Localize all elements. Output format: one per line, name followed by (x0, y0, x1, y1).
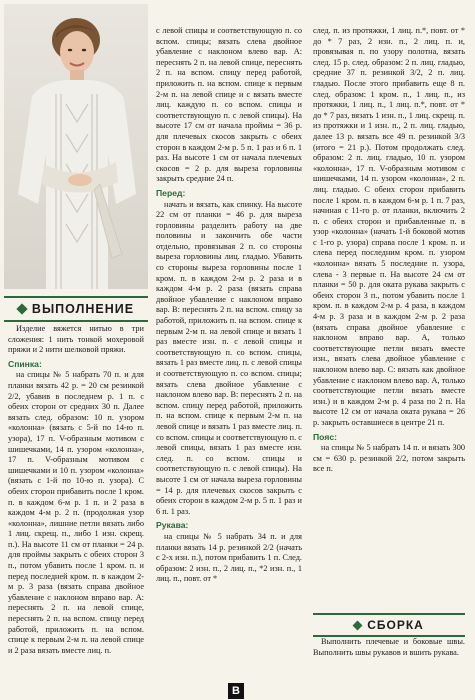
model-photo (4, 4, 148, 289)
diamond-bullet-icon (16, 303, 27, 314)
spinka-continued-text: с левой спицы и соответствующую п. со вспом. спицы; вязать слева двойное убавление с наклоном влево вар. А: переснять 2 п. на левой спице, переснять 2 п. на вспом. спицу перед работой, приложить п. на вспом. спице к первым 2-м п. на левой спице и с вязать вместе лиц. каждую п. со вспом. спицы и соответствующую п. с левой спицы). На высоте 17 см от начала проймы = 36 р. для плечевых скосов закрыть с обеих сторон в каждом 2-м р. 5 п. 1 раз и 6 п. 1 раз. На высоте 1 см от начала плечевых скосов = 2 р. для выреза горловины закрыть средние 24 п. (156, 26, 302, 184)
poyas-text: на спицы № 5 набрать 14 п. и вязать 300 см = 630 р. резинкой 2/2, потом закрыть все п. (313, 443, 465, 474)
spinka-heading: Спинка: (8, 358, 42, 369)
sborka-title: СБОРКА (367, 618, 424, 632)
sborka-text-block (313, 637, 465, 658)
model-photo-illustration (4, 4, 148, 289)
spinka-text: на спицы № 5 набрать 70 п. и для планки вязать 42 р. = 20 см резинкой 2/2, убавив в последнем р. 1 п. с обеих сторон от средних 30 п. Далее вязать след. образом: 10 п. узором «колонна» (вязать с 5-й по 14-ю п. узора), 17 п. V-образным мотивом с шишечками, 14 п. узором «колонна», 17 п. V-образным мотивом с шишечками и 10 п. узором «колонна» (вязать с 1-й по 10-ю п. узора). С обеих сторон прибавить после 1 кром. п. в каждом 6-м р. 1 п. и 2 раза в каждом 4-м р. 2 п. (продолжая узор «колонна», лишние петли вязать либо 1 лиц. скрещ. п., либо 1 изн. скрещ. п.). На высоте 11 см от планки = 24 р. для проймы закрыть с обеих сторон 3 п., потом убавить после 1 кром. п. и перед последней кром. п. в каждом 2-м р. 3 раза (вязать справа двойное убавление с наклоном вправо вар. А: переснять 2 п. на левой спице, переснять 2 п. на вспом. спицу перед работой, приложить п. на вспом. спице к первым 2-м п. на левой спице и 2 раза вязать вместе лиц. п. (8, 370, 144, 655)
intro-paragraph: Изделие вяжется нитью в три сложения: 1 нить тонкой мохеровой пряжи и 2 нити шелковой пряжи. (8, 324, 144, 355)
diamond-bullet-icon (353, 620, 363, 630)
column-2 (156, 26, 302, 585)
section-title: ВЫПОЛНЕНИЕ (31, 302, 135, 316)
rukava-heading: Рукава: (156, 520, 189, 531)
sborka-text: Выполнить плечевые и боковые швы. Выполнить швы рукавов и вшить рукава. (313, 637, 465, 657)
page-number: В (228, 683, 244, 699)
pered-text: начать и вязать, как спинку. На высоте 22 см от планки = 46 р. для выреза горловины разделить работу на две половины и закончить обе части отдельно, провязывая 2 п. со стороны выреза горловины лиц. гладью. Убавить со стороны выреза горловины после 1 кром. п. в каждом 2-м р. 2 раза и в каждом 4-м р. 2 раза (вязать справа двойное убавление с наклоном вправо вар. В: переснять 2 п. на вспом. спицу за работой, приложить п. на вспом. спице к первым 2-м п. на левой спице и вязать 1 раз вместе изн. п. с левой спицы и соответствующую п. со вспом. спицы, вязать 1 раз вместе лиц. п. с левой спицы и соответствующую п. со вспом. спицы; вязать слева двойное убавление с наклоном влево вар. В: переснять 2 п. на вспом. спицу перед работой, приложить п. на вспом. спице к первым 2-м п. на левой спице и вязать 1 раз вместе лиц. п. со вспом. спицы и соответствующую п. с левой спицы, вязать 1 раз вместе изн. след. п. со вспом. спицы и соответствующую п. с левой спицы). На высоте 1 см от начала выреза горловины = 14 р. для плечевых скосов закрыть с обеих сторон в каждом 2-м р. 5 п. 1 раз и 6 п. 1 раз. (156, 199, 302, 516)
section-header-sborka (313, 613, 465, 637)
section-header-vypolnenie (4, 296, 148, 322)
rukava-text: на спицы № 5 набрать 34 п. и для планки вязать 14 р. резинкой 2/2 (начать с 2-х изн. п.), потом прибавить 1 п. След. образом: 2 изн. п., 2 лиц. п., *2 изн. п., 1 лиц. п., повт. от * (156, 531, 302, 584)
poyas-heading: Пояс: (313, 431, 337, 442)
rukava-continued-text: след. п. из протяжки, 1 лиц. п.*, повт. от * до * 7 раз, 2 изн. п., 2 лиц. п. и, провязывая п. по узору полотна, вязать след. 15 р. след. образом: 2 п. лиц. гладью, средние 37 п. резинкой 3/2, 2 п. лиц. гладью. После этого прибавить еще 8 п. след. образом: 1 кром. п., 1 лиц. п., из протяжки, 1 лиц. п., 1 лиц. п.*, повт. от * до * 7 раз, вязать 1 изн. п., 1 лиц. скрещ. п. из протяжки и 1 изн. п., 2 п. лиц. гладью, далее 13 р. вязать все 49 п. резинкой 3/3 (итого = 21 р.). Потом продолжать след. образом: 2 п. лиц. гладью, 10 п. узором «колонна», 17 п. V-образным мотивом с шишечками, 14 п. узором «колонна», 2 п. лиц. гладью. С обеих сторон прибавить после 1 кром. п. в каждом 6-м р. 1 п. 7 раз, начиная с 11-го р. от планки, включить 2 п. с обеих сторон и прибавленные п. в узор «колонна» (начать 1-й боковой мотив с 1-го р. узора) справа после 1 кром. п. и слева перед последним кром. п. узором «колонна» вязать 5 последние п. узора, слева - 3 первые п. На высоте 24 см от планки = 50 р. для оката рукава закрыть с обеих сторон 3 п., потом убавить после 1 кром. п. в каждом 2-м р. 4 раза, в каждом 4-м р. 3 раза и в каждом 2-м р. 2 раза (вязать справа двойное убавление с наклоном вправо вар. А, только соответствующие петли вязать вместе изн., вязать слева двойное убавление с наклоном влево вар. С: вязать как двойное убавление с наклоном влево вар. А, только соответствующие петли вязать вместе изн.) и в каждом 2-м р. 4 раза по 2 п. На высоте 12 см от начала оката рукава = 26 р. закрыть оставшиеся в центре 21 п. (313, 26, 465, 427)
column-1 (8, 324, 144, 656)
column-3 (313, 26, 465, 475)
pered-heading: Перед: (156, 187, 186, 198)
